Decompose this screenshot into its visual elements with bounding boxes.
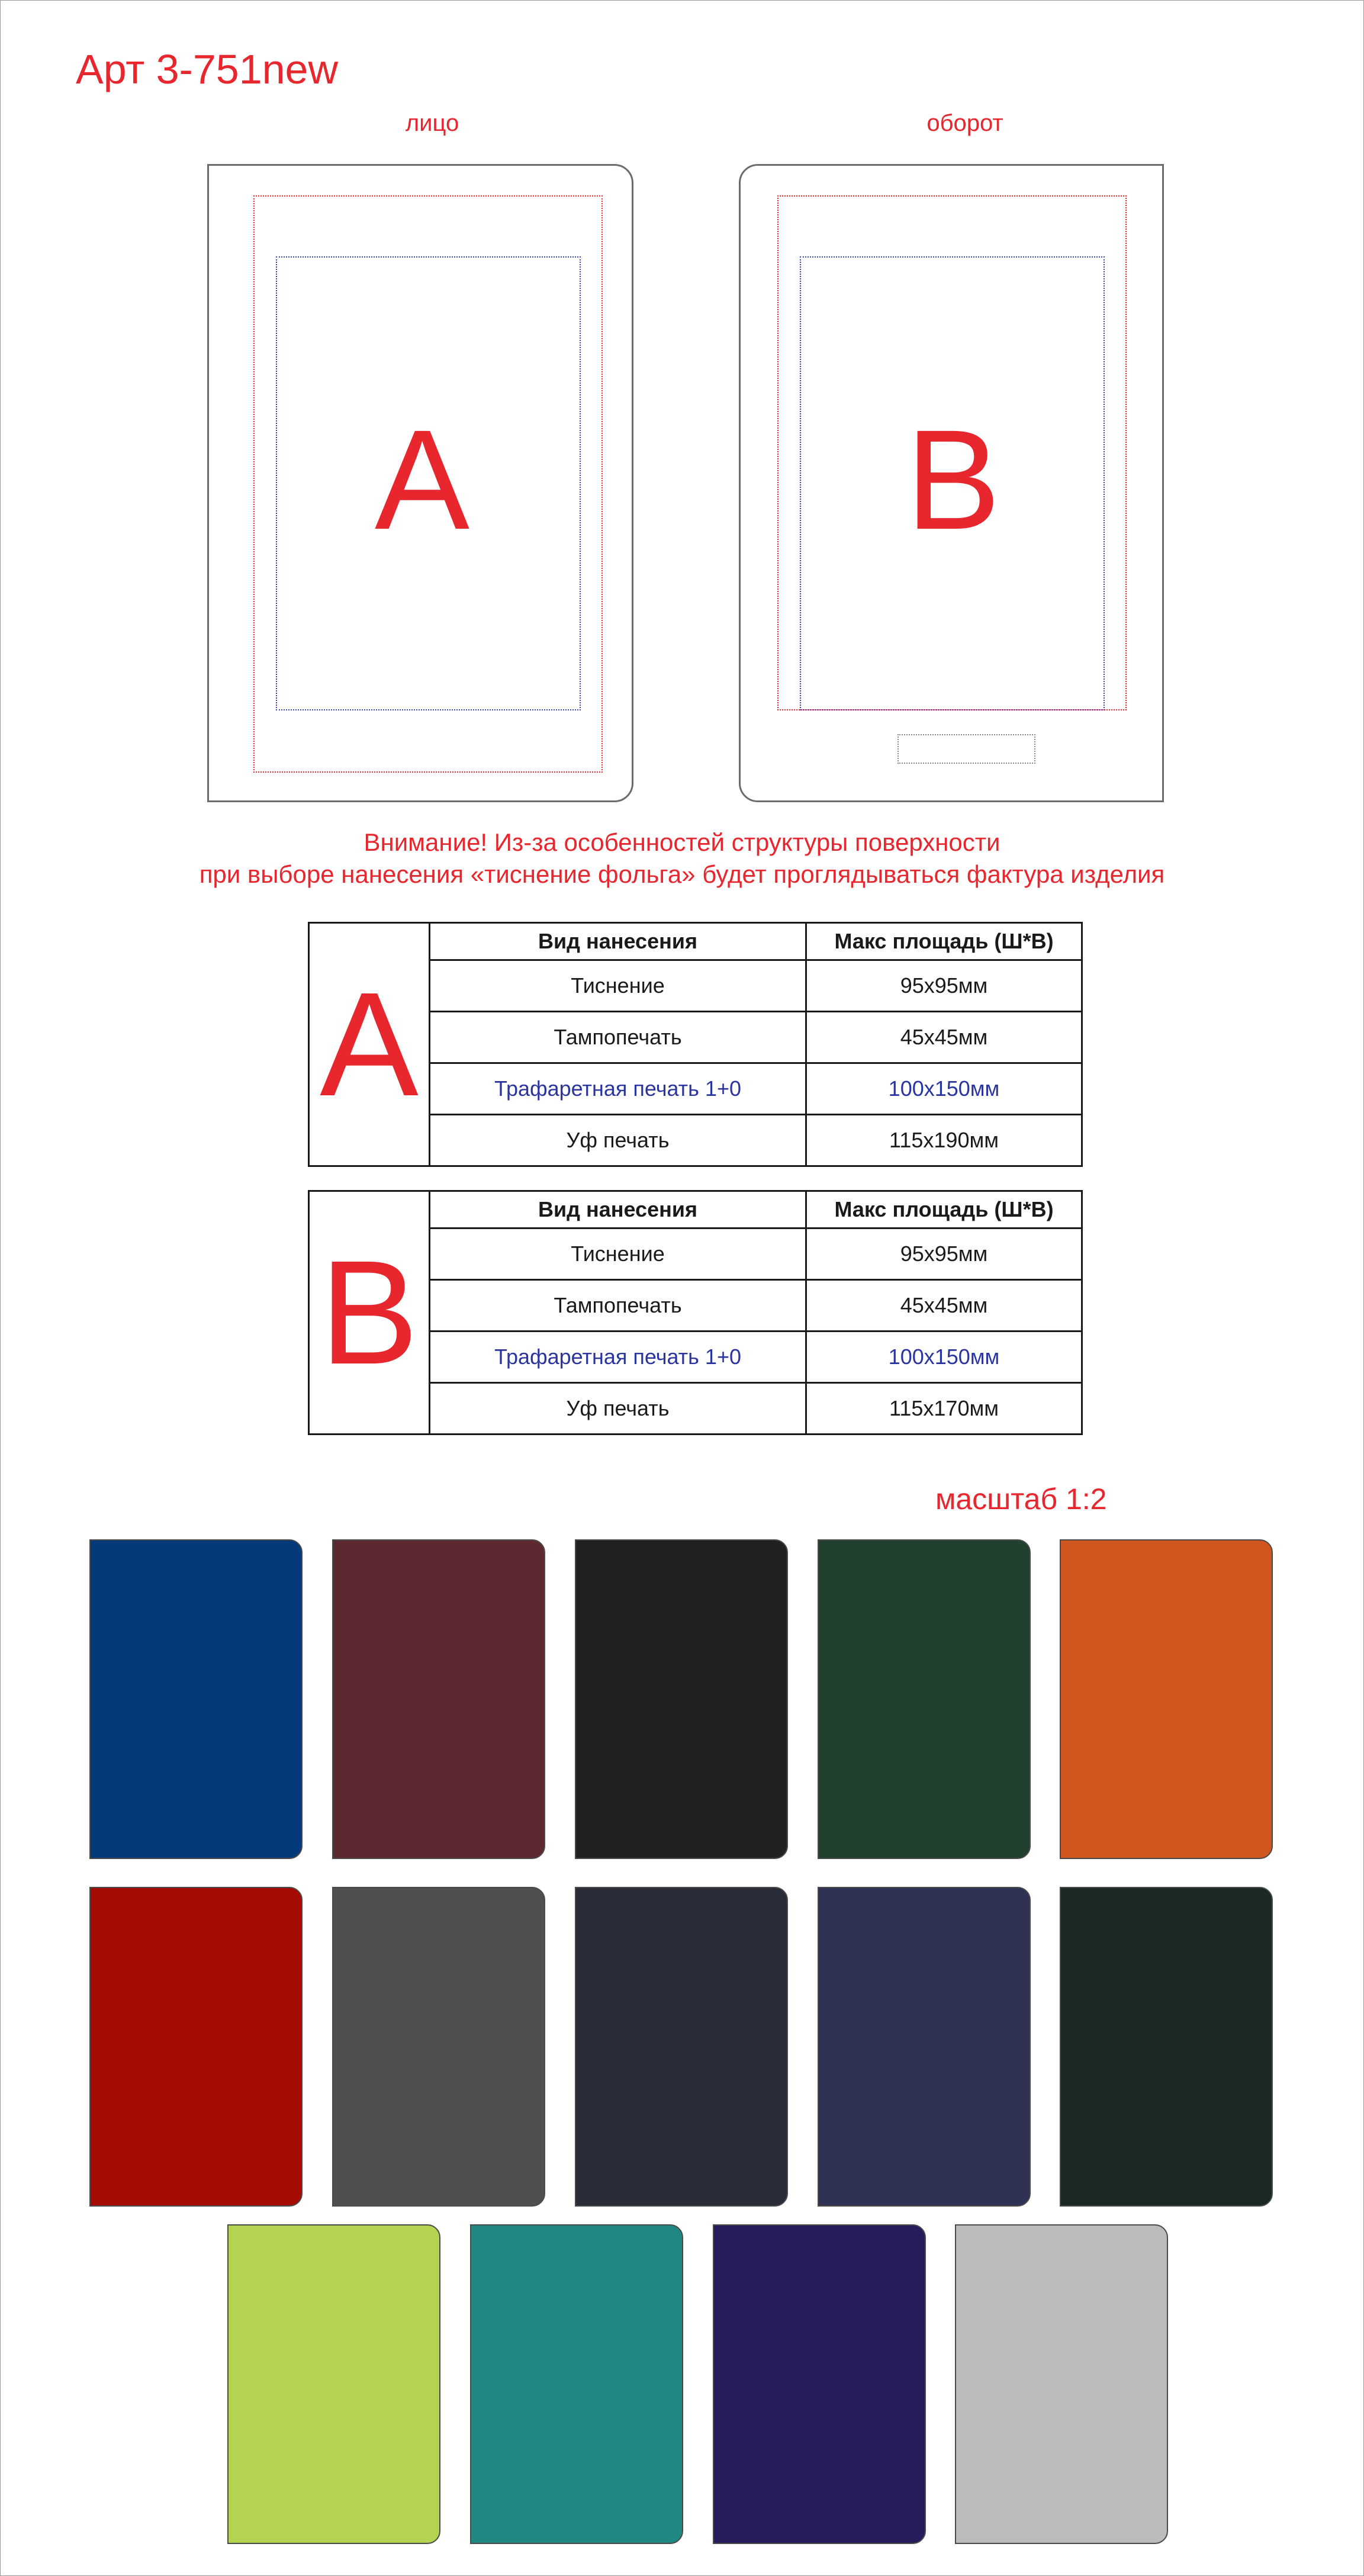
method-cell: Тампопечать — [430, 1012, 806, 1063]
area-cell: 45х45мм — [806, 1280, 1082, 1332]
color-swatch — [818, 1887, 1031, 2207]
front-label: лицо — [405, 110, 459, 136]
method-cell: Трафаретная печать 1+0 — [430, 1332, 806, 1383]
table-a-header-method: Вид нанесения — [430, 923, 806, 960]
method-cell: Уф печать — [430, 1115, 806, 1166]
color-swatch — [470, 2224, 683, 2544]
area-cell: 95х95мм — [806, 1228, 1082, 1280]
color-swatch — [1060, 1539, 1273, 1859]
color-swatch — [89, 1539, 303, 1859]
color-swatch — [575, 1887, 788, 2207]
method-cell: Уф печать — [430, 1383, 806, 1435]
area-cell: 100х150мм — [806, 1063, 1082, 1115]
warning-line-1: Внимание! Из-за особенностей структуры поверхности — [363, 828, 1001, 856]
warning-line-2: при выборе нанесения «тиснение фольга» будет проглядываться фактура изделия — [199, 860, 1165, 888]
table-b-header-method: Вид нанесения — [430, 1191, 806, 1228]
area-cell: 115х190мм — [806, 1115, 1082, 1166]
table-a-header-area: Макс площадь (Ш*В) — [806, 923, 1082, 960]
table-b-letter: B — [309, 1191, 430, 1435]
method-cell: Тампопечать — [430, 1280, 806, 1332]
method-cell: Тиснение — [430, 960, 806, 1012]
color-swatch — [955, 2224, 1168, 2544]
color-swatch — [89, 1887, 303, 2207]
back-label: оборот — [927, 110, 1003, 136]
table-b-header-area: Макс площадь (Ш*В) — [806, 1191, 1082, 1228]
back-cover-diagram — [739, 164, 1164, 802]
area-cell: 115х170мм — [806, 1383, 1082, 1435]
front-zone-letter: A — [374, 400, 470, 559]
color-swatch — [818, 1539, 1031, 1859]
front-cover-diagram — [207, 164, 633, 802]
color-swatch — [575, 1539, 788, 1859]
area-cell: 95х95мм — [806, 960, 1082, 1012]
page-title: Арт 3-751new — [76, 46, 339, 92]
spec-table-a — [308, 922, 1083, 1167]
table-a-letter: A — [309, 923, 430, 1166]
area-cell: 100х150мм — [806, 1332, 1082, 1383]
color-swatch — [227, 2224, 440, 2544]
color-swatch — [1060, 1887, 1273, 2207]
method-cell: Трафаретная печать 1+0 — [430, 1063, 806, 1115]
back-small-zone — [897, 734, 1035, 764]
area-cell: 45х45мм — [806, 1012, 1082, 1063]
color-swatch — [332, 1539, 545, 1859]
method-cell: Тиснение — [430, 1228, 806, 1280]
color-swatch — [713, 2224, 926, 2544]
spec-table-b — [308, 1190, 1083, 1435]
color-swatch — [332, 1887, 545, 2207]
back-zone-letter: B — [905, 400, 1001, 559]
scale-label: масштаб 1:2 — [935, 1482, 1107, 1516]
